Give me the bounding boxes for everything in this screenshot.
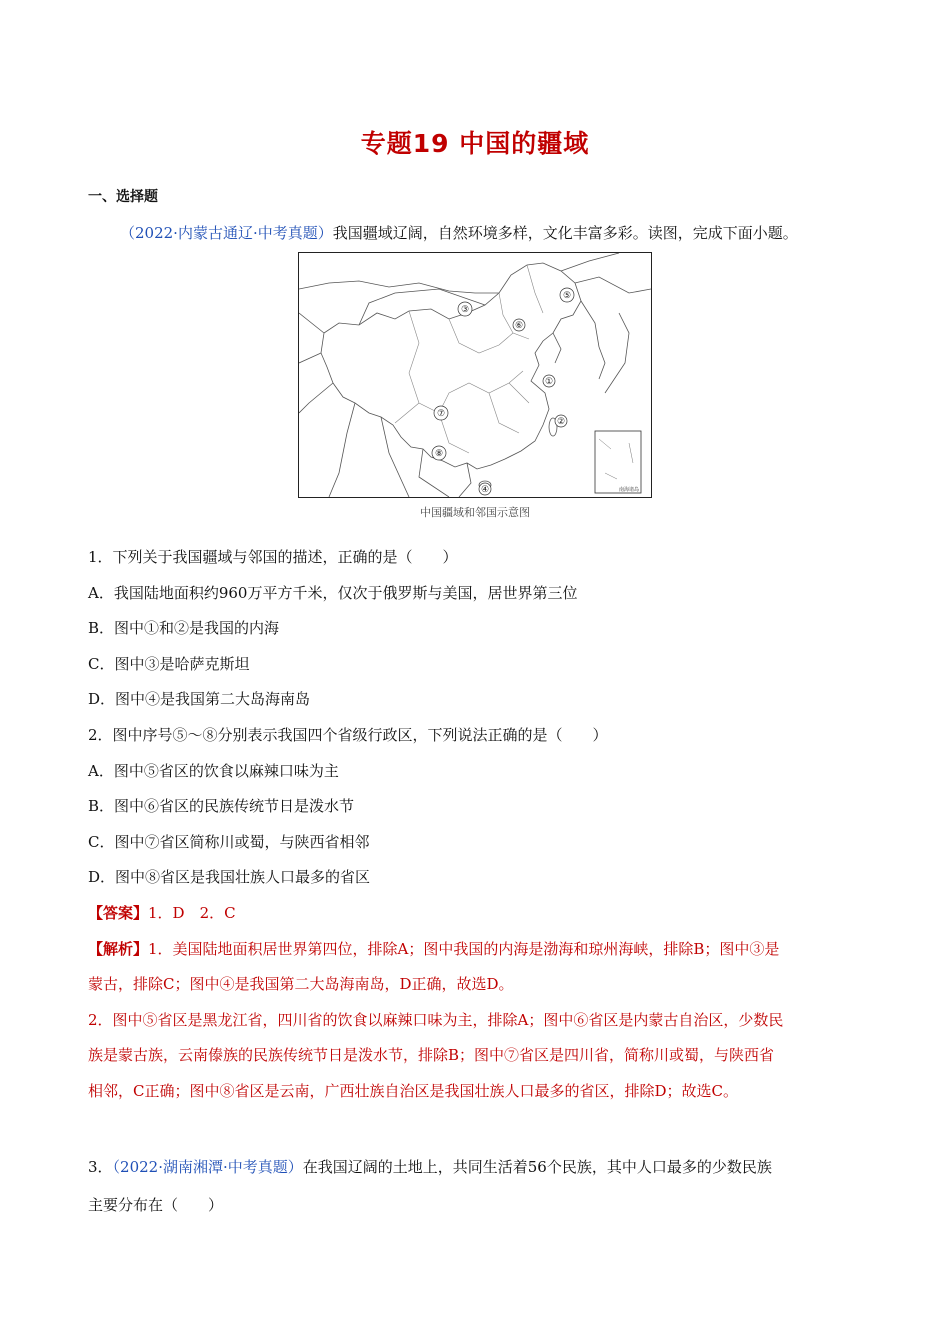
map-label-6: ⑥ [514, 321, 524, 331]
q1-option-c: C．图中③是哈萨克斯坦 [88, 655, 250, 673]
analysis-line-3: 2．图中⑤省区是黑龙江省，四川省的饮食以麻辣口味为主，排除A；图中⑥省区是内蒙古自治区，少数民 [88, 1011, 784, 1029]
q3-stem-line2: 主要分布在（ ） [88, 1196, 224, 1214]
q2-option-b: B．图中⑥省区的民族传统节日是泼水节 [88, 797, 355, 815]
map-label-4: ④ [480, 485, 490, 495]
map-label-8: ⑧ [434, 449, 444, 459]
q1-option-a: A．我国陆地面积约960万平方千米，仅次于俄罗斯与美国，居世界第三位 [88, 584, 578, 602]
q3-number: 3． [88, 1158, 113, 1176]
q2-option-a: A．图中⑤省区的饮食以麻辣口味为主 [88, 762, 339, 780]
map-label-2: ② [556, 417, 566, 427]
q1-option-d: D．图中④是我国第二大岛海南岛 [88, 690, 311, 708]
map-drawing [299, 253, 651, 497]
inset-label: 南海诸岛 [618, 487, 640, 493]
china-border [321, 263, 581, 469]
analysis-text-1: 1．美国陆地面积居世界第四位，排除A；图中我国的内海是渤海和琼州海峡，排除B；图中③是 [148, 940, 780, 958]
q1-stem: 1．下列关于我国疆域与邻国的描述，正确的是（ ） [88, 548, 458, 566]
answer-text: 1．D 2．C [148, 904, 236, 922]
analysis-line-2: 蒙古，排除C；图中④是我国第二大岛海南岛，D正确，故选D。 [88, 975, 514, 993]
q2-option-d: D．图中⑧省区是我国壮族人口最多的省区 [88, 868, 371, 886]
analysis-line-5: 相邻，C正确；图中⑧省区是云南，广西壮族自治区是我国壮族人口最多的省区，排除D；故选C。 [88, 1082, 738, 1100]
map-label-7: ⑦ [436, 409, 446, 419]
q1-option-b: B．图中①和②是我国的内海 [88, 619, 280, 637]
source-tag[interactable]: （2022·内蒙古通辽·中考真题） [120, 224, 333, 242]
intro-line [120, 222, 798, 243]
section-heading: 一、选择题 [88, 189, 158, 205]
q2-stem: 2．图中序号⑤～⑧分别表示我国四个省级行政区，下列说法正确的是（ ） [88, 726, 608, 744]
map-label-5: ⑤ [562, 291, 572, 301]
answer-line [88, 902, 236, 923]
analysis-tag: 【解析】 [88, 940, 149, 958]
q3-source-tag[interactable]: （2022·湖南湘潭·中考真题） [112, 1158, 303, 1176]
analysis-line-1 [88, 938, 779, 959]
intro-text: 我国疆域辽阔，自然环境多样，文化丰富多彩。读图，完成下面小题。 [332, 224, 798, 242]
q3-text: 在我国辽阔的土地上，共同生活着56个民族，其中人口最多的少数民族 [302, 1158, 772, 1176]
page-title: 专题19 中国的疆域 [360, 129, 590, 158]
q3-stem [88, 1156, 772, 1177]
map-label-1: ① [544, 377, 554, 387]
map-label-3: ③ [460, 305, 470, 315]
map-caption: 中国疆域和邻国示意图 [420, 506, 530, 519]
analysis-line-4: 族是蒙古族，云南傣族的民族传统节日是泼水节，排除B；图中⑦省区是四川省，简称川或蜀，与陕西省 [88, 1046, 775, 1064]
answer-tag: 【答案】 [88, 904, 149, 922]
q2-option-c: C．图中⑦省区简称川或蜀，与陕西省相邻 [88, 833, 370, 851]
china-map-figure [298, 252, 652, 498]
